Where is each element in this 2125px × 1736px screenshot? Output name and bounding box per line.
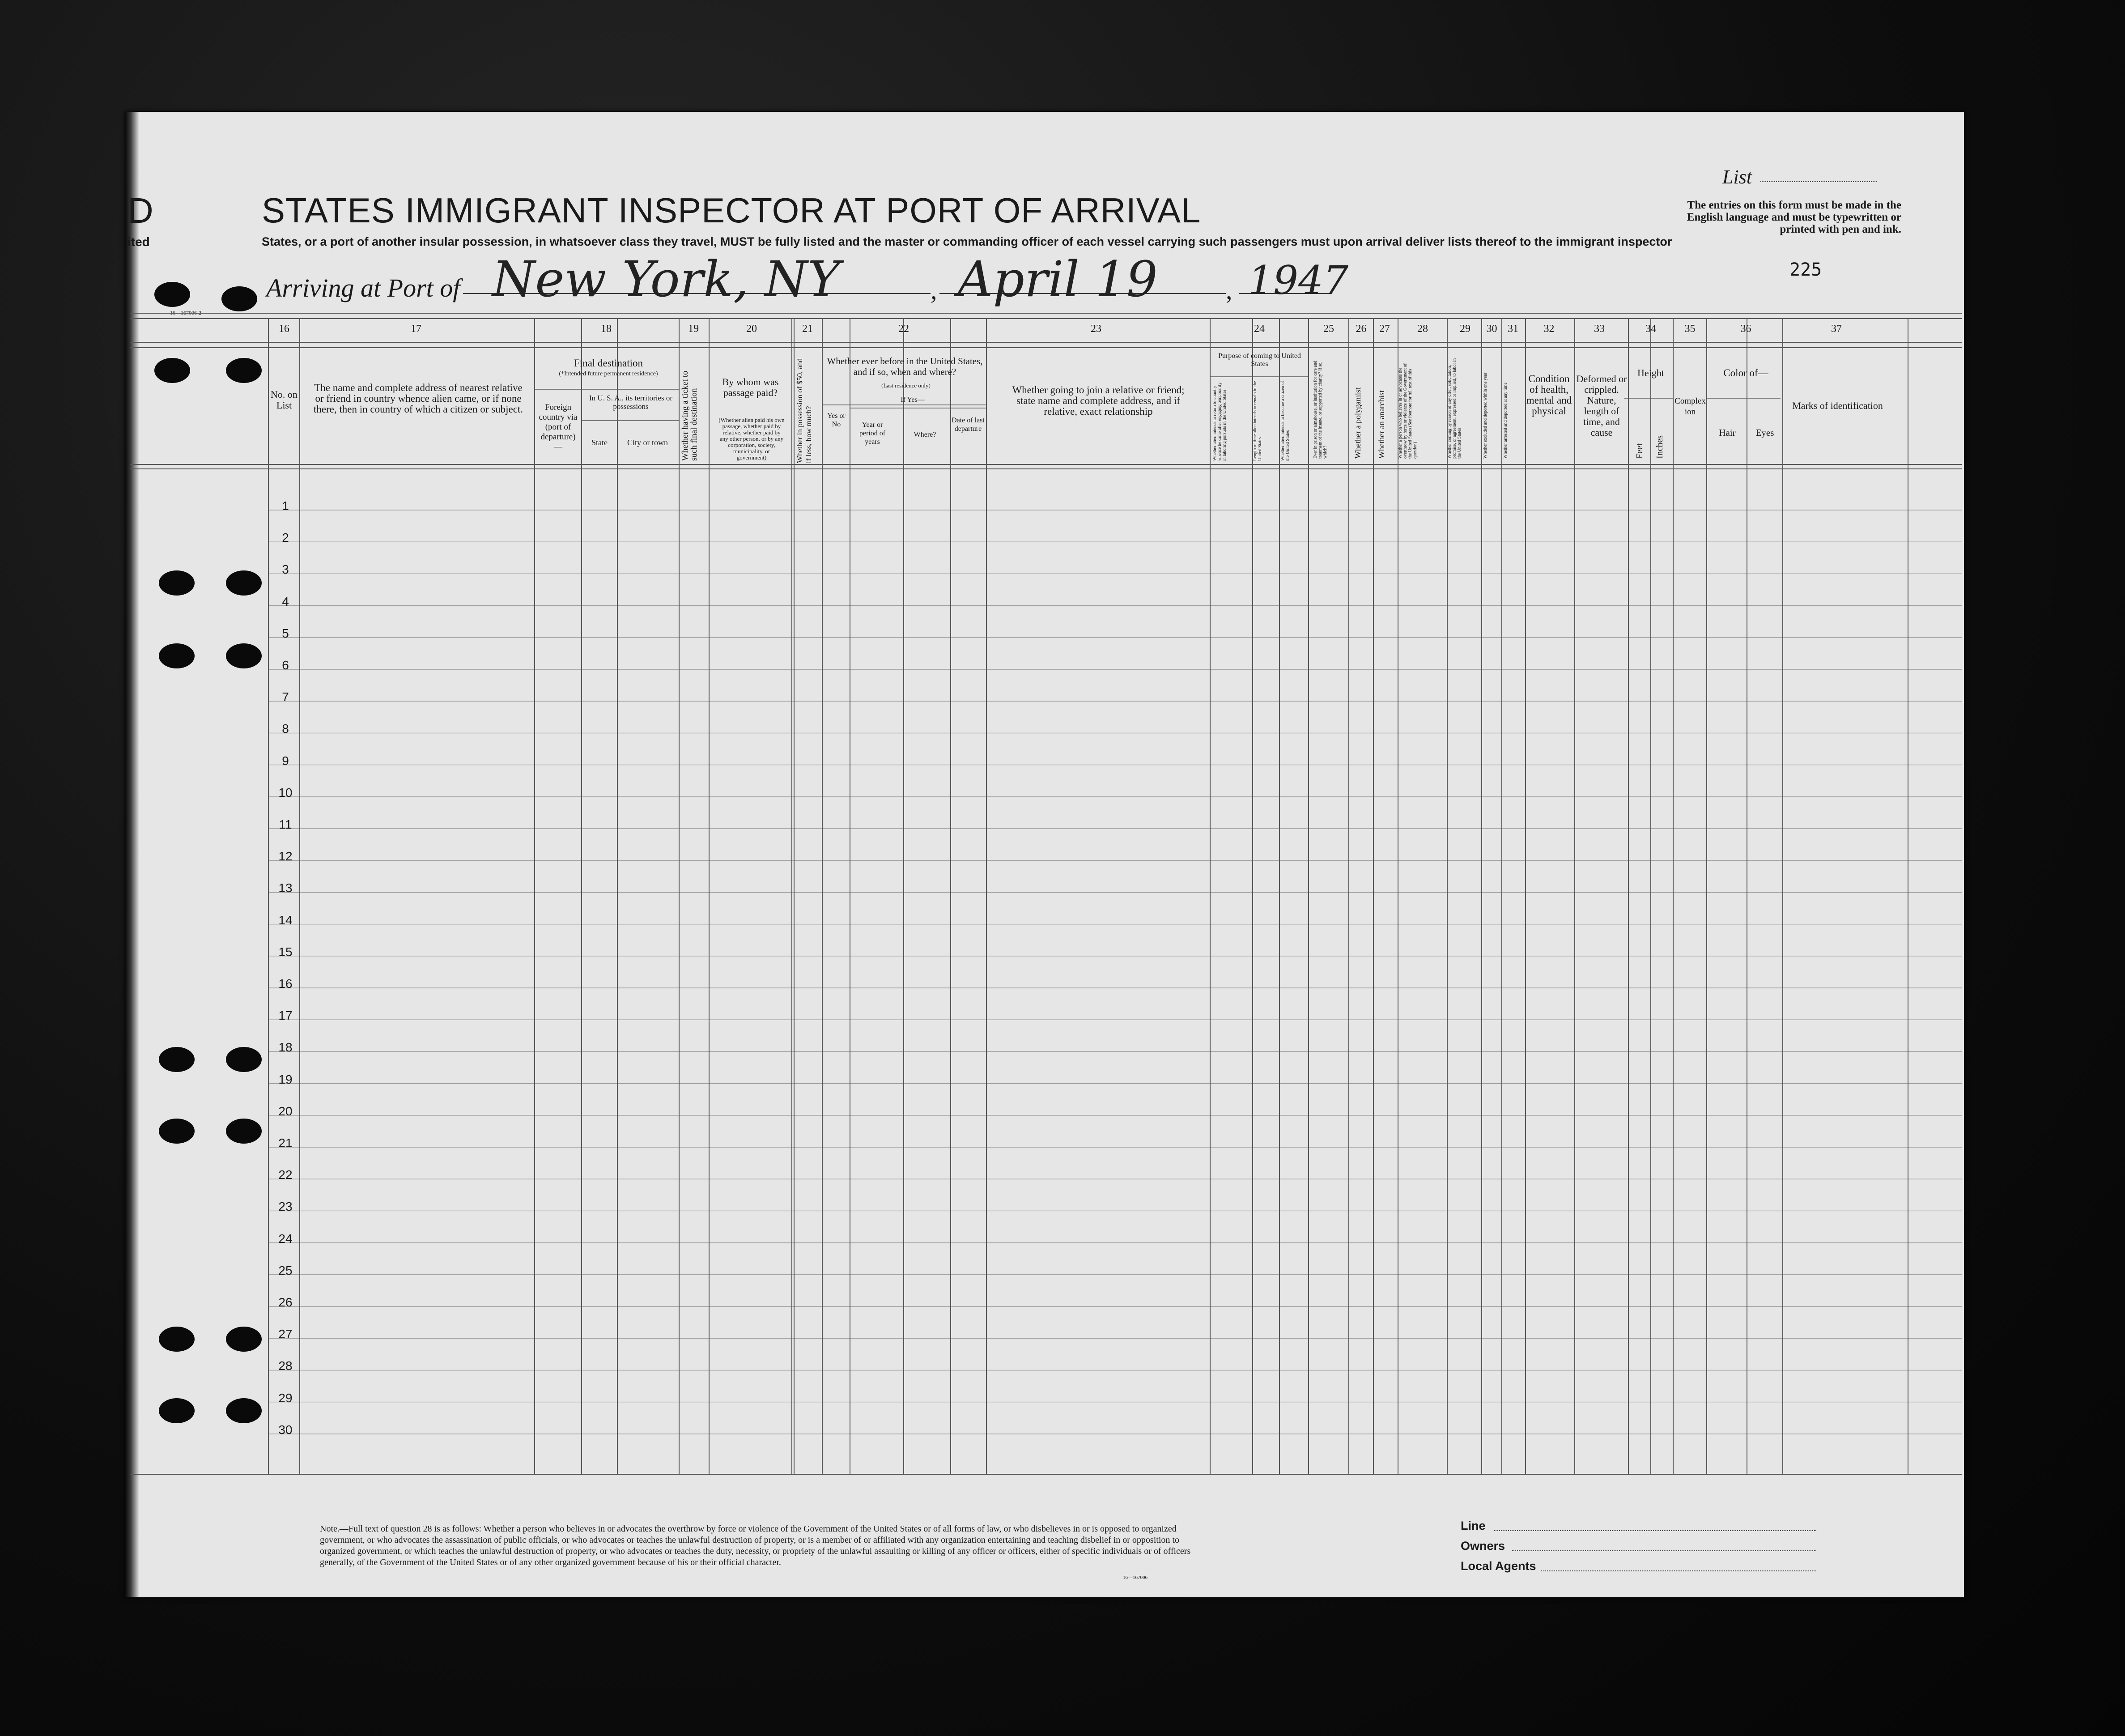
row-number: 3 [282,562,289,577]
header-final-destination: Final destination [574,357,643,369]
header-ticket: Whether having a ticket to such final destination [680,370,699,461]
header-fifty-dollars: Whether in possession of $50, and if less, how much? [795,358,813,463]
header-join-relative: Whether going to join a relative or friend; state name and complete address, and if relative, exact relationship [1012,384,1185,417]
header-marks-identification: Marks of identification [1792,400,1883,411]
header-if-yes: If Yes— [901,396,925,404]
punch-hole [154,282,190,307]
header-passage-paid-note: (Whether alien paid his own passage, whether paid by relative, whether paid by any other person, or by any corporation, society, municipality, or government) [718,417,785,461]
row-number: 9 [282,753,289,768]
header-excluded-deported: Whether excluded and deported within one year [1483,372,1488,459]
row-number: 16 [278,977,293,991]
arriving-label: Arriving at Port of [266,273,460,302]
small-print-code: 16—167006-2 [170,310,201,316]
year-comma: , [1226,276,1232,305]
punch-hole [159,570,195,596]
header-anarchist: Whether an anarchist [1377,390,1386,459]
colnum-27: 27 [1379,323,1390,335]
punch-hole [159,1398,195,1423]
header-where: Where? [914,431,936,438]
row-number: 12 [278,849,293,864]
header-state: State [591,438,608,447]
row-number: 14 [278,913,293,927]
row-number: 29 [278,1391,293,1405]
colnum-19: 19 [688,323,699,335]
row-number: 23 [278,1200,293,1214]
left-edge-letter: D [128,191,153,230]
row-number: 15 [278,945,293,959]
header-foreign-country: Foreign country via (port of departure)— [539,403,578,451]
colnum-37: 37 [1831,323,1842,335]
footnote-question-28: Note.—Full text of question 28 is as follows: Whether a person who believes in or advocates the overthrow by force or violence of the Government of the United States or of all forms of law, or who disbelieves in or is opposed to organized government, or who advocates the assassination of public officials, or who advocates or teaches the unlawful destruction of property, or is a member of or affiliated with any organization entertaining and teaching disbelief in or opposition to organized government, or which teaches the unlawful destruction of property, or who advocates or teaches the duty, necessity, or propriety of the unlawful assaulting or killing of any officer or officers, either of specific individuals or of officers generally, of the Government of the United States or of any other organized government because of his or their official character. [320,1524,1191,1567]
punch-hole [159,1327,195,1352]
punch-hole [226,1047,262,1072]
header-height: Height [1637,367,1664,379]
row-number: 7 [282,690,289,704]
header-ever-before-note: (Last residence only) [881,382,931,389]
date-comma: , [931,276,937,305]
row-number: 19 [278,1072,293,1086]
header-date-last-departure: Date of last departure [952,417,985,433]
row-number: 25 [278,1263,293,1277]
header-purpose-return: Whether alien intends to return to country whence he came after engaging temporarily in laboring pursuits in the United States [1212,382,1227,461]
header-yes-or-no: Yes or No [827,412,846,428]
form-title: STATES IMMIGRANT INSPECTOR AT PORT OF ARRIVAL [262,191,1201,230]
header-no-on-list: No. on List [271,389,298,411]
colnum-36: 36 [1740,323,1751,335]
colnum-31: 31 [1508,323,1518,335]
colnum-33: 33 [1594,323,1605,335]
row-number: 5 [282,626,289,640]
punch-hole [226,1327,262,1352]
row-number: 8 [282,722,289,736]
header-polygamist: Whether a polygamist [1353,387,1362,459]
row-number: 6 [282,658,289,672]
colnum-18: 18 [601,323,612,335]
punch-hole [226,358,262,383]
header-year-or-period: Year or period of years [859,421,886,446]
punch-hole [154,358,190,383]
year-handwritten: 1947 [1248,257,1348,303]
punch-hole [159,1047,195,1072]
footer-local-agents-label: Local Agents [1461,1559,1536,1573]
colnum-20: 20 [746,323,757,335]
left-edge-fragment: ited [128,235,150,249]
colnum-16: 16 [279,323,289,335]
footnote-code: 16—167006 [1123,1575,1148,1580]
footer-local-agents-rule [1541,1570,1816,1571]
punch-hole [159,643,195,668]
header-ever-before-in-us: Whether ever before in the United States, and if so, when and where? [827,356,983,377]
row-number: 21 [278,1136,293,1150]
header-purpose-citizen: Whether alien intends to become a citizen of the United States [1280,381,1290,461]
punch-hole [226,1398,262,1423]
header-arrested-deported: Whether arrested and deported at any time [1503,383,1508,459]
colnum-25: 25 [1323,323,1334,335]
colnum-28: 28 [1417,323,1428,335]
colnum-26: 26 [1356,323,1367,335]
row-number: 22 [278,1168,293,1182]
row-number: 11 [279,817,292,831]
sheet-number: 225 [1789,260,1822,280]
row-number: 18 [278,1040,293,1055]
row-number: 1 [282,499,289,513]
punch-hole [159,1119,195,1144]
row-number: 26 [278,1295,293,1309]
list-label: List [1722,166,1752,188]
footer-owners-rule [1512,1550,1816,1551]
header-prison-almshouse: Ever in prison or almshouse, or institution for care and treatment of the insane, or supported by charity? If so, which? [1313,361,1328,459]
punch-hole [226,643,262,668]
header-hair: Hair [1719,427,1736,438]
header-feet: Feet [1635,443,1645,459]
header-overthrow: Whether a person who believes in or advocates the overthrow by force or violence of the Government of the United States (See footnote for full text of this question) [1398,363,1418,459]
punch-hole [221,286,257,311]
punch-hole [226,1119,262,1144]
colnum-32: 32 [1543,323,1555,335]
header-passage-paid: By whom was passage paid? [722,376,779,398]
header-offer-to-labor: Whether coming by reason of any offer, solicitation, promise, or agreement, expressed or implied, to labor in the United States [1447,358,1462,459]
row-number: 30 [278,1422,293,1437]
date-handwritten: April 19 [957,251,1158,308]
form-subtitle: States, or a port of another insular possession, in whatsoever class they travel, MUST be fully listed and the master or commanding officer of each vessel carrying such passengers must upon arrival deliver lists thereof to the immigrant inspector [262,235,1672,248]
header-city-or-town: City or town [627,438,668,447]
header-color-of: Color of— [1723,367,1768,379]
row-number: 2 [282,531,289,545]
colnum-22: 22 [898,323,909,335]
header-purpose-length: Length of time alien intends to remain in the United States [1253,381,1262,461]
header-inches: Inches [1655,435,1665,459]
colnum-24: 24 [1254,323,1265,335]
entries-note: The entries on this form must be made in the English language and must be typewritten or printed with pen and ink. [1687,199,1901,235]
colnum-34: 34 [1645,323,1656,335]
colnum-21: 21 [802,323,813,335]
header-purpose: Purpose of coming to United States [1218,352,1301,368]
header-complexion: Complexion [1674,396,1706,417]
row-number: 10 [278,785,293,800]
row-number: 28 [278,1359,293,1373]
footer-owners-label: Owners [1461,1539,1505,1553]
row-number: 24 [278,1231,293,1246]
header-deformed: Deformed or crippled. Nature, length of time, and cause [1576,373,1627,438]
row-number: 17 [278,1008,293,1023]
colnum-30: 30 [1486,323,1497,335]
footer-line-rule [1494,1530,1816,1531]
port-handwritten: New York, NY [492,251,840,308]
colnum-29: 29 [1460,323,1470,335]
footer-line-label: Line [1461,1519,1486,1532]
header-eyes: Eyes [1755,427,1774,438]
header-in-usa: In U. S. A., its territories or possessions [589,394,673,411]
row-number: 13 [278,881,293,895]
punch-hole [226,570,262,596]
column-number-row [0,323,2125,343]
row-number: 20 [278,1104,293,1118]
header-final-destination-note: (*Intended future permanent residence) [559,370,658,377]
colnum-17: 17 [411,323,421,335]
header-nearest-relative: The name and complete address of nearest relative or friend in country whence alien came, or if none there, then in country of which a citizen or subject. [313,382,523,415]
colnum-35: 35 [1684,323,1696,335]
header-health: Condition of health, mental and physical [1526,373,1572,417]
colnum-23: 23 [1091,323,1101,335]
row-number: 27 [278,1327,293,1341]
row-number: 4 [282,594,289,608]
